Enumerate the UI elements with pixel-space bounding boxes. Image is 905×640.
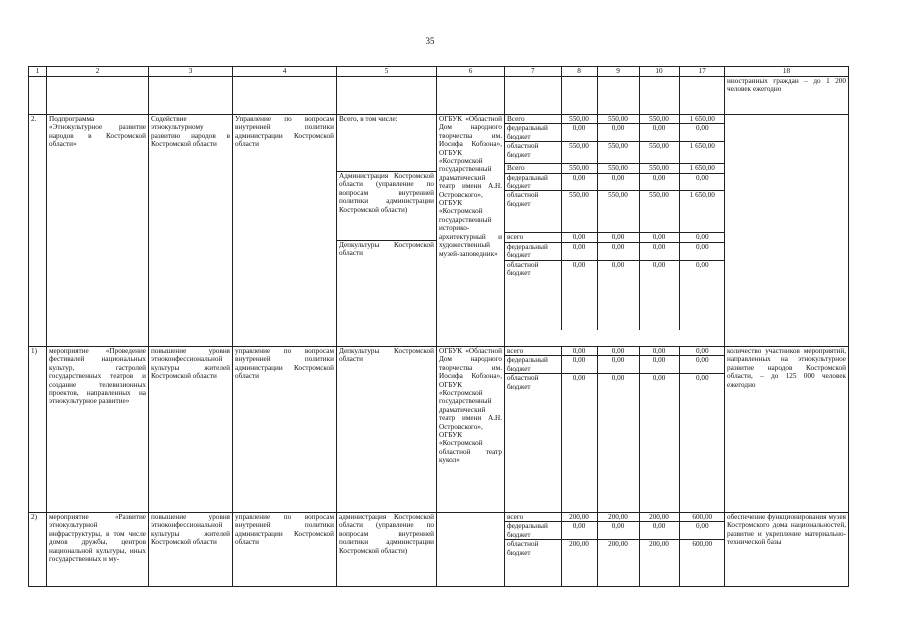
row-participants: ОГБУК «Областной Дом народного творчества им. Иосифа Кобзона», ОГБУК «Костромской государственный драматический театр имени А.Н. Островского», ОГБУК «Костромской областной театр кукол» <box>437 347 505 513</box>
program-table <box>28 66 849 587</box>
page-number: 35 <box>425 36 435 46</box>
row-result <box>725 115 849 347</box>
header-col-10: 10 <box>639 67 679 76</box>
source-row: Всего 550,00 550,00 550,00 1 650,00 <box>505 115 725 124</box>
table-row <box>29 513 849 587</box>
executor-depculture: Депкультуры Костромской области <box>339 241 434 258</box>
row-name: мероприятие «Проведение фестивалей национальных культур, гастролей государственных театров и создание телевизионных проектов, направленных на этнокультурное развитие» <box>47 347 149 513</box>
row-number: 2) <box>29 513 47 587</box>
row-participants <box>437 513 505 587</box>
row-executor: Депкультуры Костромской области <box>337 347 437 513</box>
row-sources <box>505 115 725 347</box>
row-executors <box>337 115 437 347</box>
row-responsible: управление по вопросам внутренней политики администрации Костромской области <box>233 513 337 587</box>
header-cols-7-17 <box>505 67 725 77</box>
source-row: федеральный бюджет 0,00 0,00 0,00 0,00 <box>505 124 725 142</box>
row-participants: ОГБУК «Областной Дом народного творчества им. Иосифа Кобзона», ОГБУК «Костромской государственный драматический театр имени А.Н. Островского», ОГБУК «Костромской государственный историко-архитектурный и художественный музей-заповедник» <box>437 115 505 347</box>
table-row <box>29 115 849 347</box>
header-col-4: 4 <box>233 67 337 77</box>
header-col-17: 17 <box>679 67 725 76</box>
header-row <box>29 67 849 77</box>
source-row: областной бюджет 200,00 200,00 200,00 600,00 <box>505 540 725 586</box>
header-col-1: 1 <box>29 67 47 77</box>
row-name: мероприятие «Развитие этнокультурной инфраструктуры, в том числе домов дружбы, центров национальной культуры, иных государственных и му- <box>47 513 149 587</box>
row-goal: повышение уровня этноконфессиональной культуры жителей Костромской области <box>149 513 233 587</box>
header-col-18: 18 <box>725 67 849 77</box>
row-responsible: Управление по вопросам внутренней политики администрации Костромской области <box>233 115 337 347</box>
continuation-row <box>29 77 849 115</box>
executor-admin: Администрация Костромской области (управление по вопросам внутренней политики администрации Костромской области) <box>337 172 436 241</box>
source-row: областной бюджет 550,00 550,00 550,00 1 650,00 <box>505 191 725 233</box>
executor-all: Всего, в том числе: <box>337 115 436 172</box>
source-row: областной бюджет 550,00 550,00 550,00 1 650,00 <box>505 142 725 164</box>
header-col-2: 2 <box>47 67 149 77</box>
row-number: 1) <box>29 347 47 513</box>
continuation-result: иностранных граждан – до 1 200 человек ежегодно <box>725 77 849 115</box>
header-col-7: 7 <box>530 67 535 75</box>
header-col-9: 9 <box>597 67 639 76</box>
row-result: количество участников мероприятий, направленных на этнокультурное развитие народов Костромской области, – до 125 000 человек ежегодно <box>725 347 849 513</box>
source-row: областной бюджет 0,00 0,00 0,00 0,00 <box>505 260 725 330</box>
row-sources <box>505 347 725 513</box>
row-executor: администрация Костромской области (управление по вопросам внутренней политики администрации Костромской области) <box>337 513 437 587</box>
header-col-5: 5 <box>337 67 437 77</box>
row-number: 2. <box>29 115 47 347</box>
source-row: областной бюджет 0,00 0,00 0,00 0,00 <box>505 374 725 512</box>
source-row: всего 0,00 0,00 0,00 0,00 <box>505 233 725 242</box>
source-row: федеральный бюджет 0,00 0,00 0,00 0,00 <box>505 173 725 191</box>
row-goal: Содействие этнокультурному развитию народов в Костромской области <box>149 115 233 347</box>
source-row: федеральный бюджет 0,00 0,00 0,00 0,00 <box>505 242 725 260</box>
row-name: Подпрограмма «Этнокультурное развитие народов в Костромской области» <box>47 115 149 347</box>
row-sources <box>505 513 725 587</box>
source-row: федеральный бюджет 0,00 0,00 0,00 0,00 <box>505 356 725 374</box>
row-responsible: управление по вопросам внутренней политики администрации Костромской области <box>233 347 337 513</box>
header-col-3: 3 <box>149 67 233 77</box>
source-row: федеральный бюджет 0,00 0,00 0,00 0,00 <box>505 522 725 540</box>
table-row <box>29 347 849 513</box>
row-goal: повышение уровня этноконфессиональной культуры жителей Костромской области <box>149 347 233 513</box>
row-result: обеспечение функционирования музея Костромского дома национальностей, развитие и укрепление материально-технической базы <box>725 513 849 587</box>
header-col-6: 6 <box>437 67 505 77</box>
source-row: всего 0,00 0,00 0,00 0,00 <box>505 347 725 356</box>
source-row: Всего 550,00 550,00 550,00 1 650,00 <box>505 164 725 173</box>
header-col-8: 8 <box>561 67 597 76</box>
source-row: всего 200,00 200,00 200,00 600,00 <box>505 513 725 522</box>
